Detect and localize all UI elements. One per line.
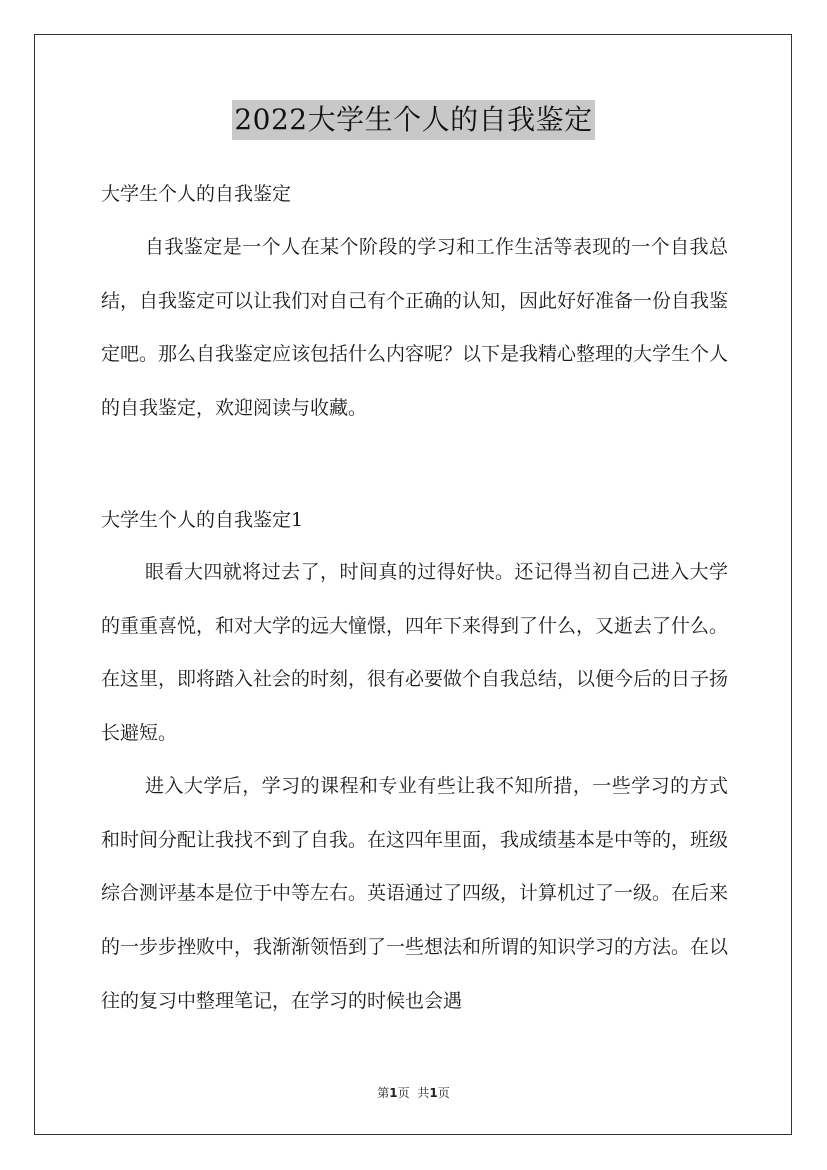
section-heading: 大学生个人的自我鉴定1	[101, 509, 304, 531]
footer-page-suffix: 页	[397, 1086, 410, 1100]
title-area	[0, 100, 827, 140]
document-title: 2022大学生个人的自我鉴定	[232, 100, 594, 140]
footer-page-number: 1	[389, 1086, 398, 1100]
page-footer	[0, 1084, 827, 1101]
footer-total-prefix: 共	[417, 1086, 430, 1100]
body-paragraph-2: 进入大学后，学习的课程和专业有些让我不知所措，一些学习的方式和时间分配让我找不到了自我。在这四年里面，我成绩基本是中等的，班级综合测评基本是位于中等左右。英语通过了四级，计算机过了一级。在后来的一步步挫败中，我渐渐领悟到了一些想法和所谓的知识学习的方法。在以往的复习中整理笔记，在学习的时候也会遇	[101, 775, 729, 1012]
footer-total-suffix: 页	[437, 1086, 450, 1100]
footer-page-prefix: 第	[377, 1086, 390, 1100]
body-paragraph-1: 眼看大四就将过去了，时间真的过得好快。还记得当初自己进入大学的重重喜悦，和对大学的远大憧憬，四年下来得到了什么，又逝去了什么。在这里，即将踏入社会的时刻，很有必要做个自我总结，以便今后的日子扬长避短。	[101, 561, 729, 745]
main-heading: 大学生个人的自我鉴定	[101, 183, 292, 205]
footer-total-number: 1	[429, 1086, 438, 1100]
intro-paragraph: 自我鉴定是一个人在某个阶段的学习和工作生活等表现的一个自我总结，自我鉴定可以让我们对自己有个正确的认知，因此好好准备一份自我鉴定吧。那么自我鉴定应该包括什么内容呢？以下是我精心整理的大学生个人的自我鉴定，欢迎阅读与收藏。	[101, 236, 729, 420]
